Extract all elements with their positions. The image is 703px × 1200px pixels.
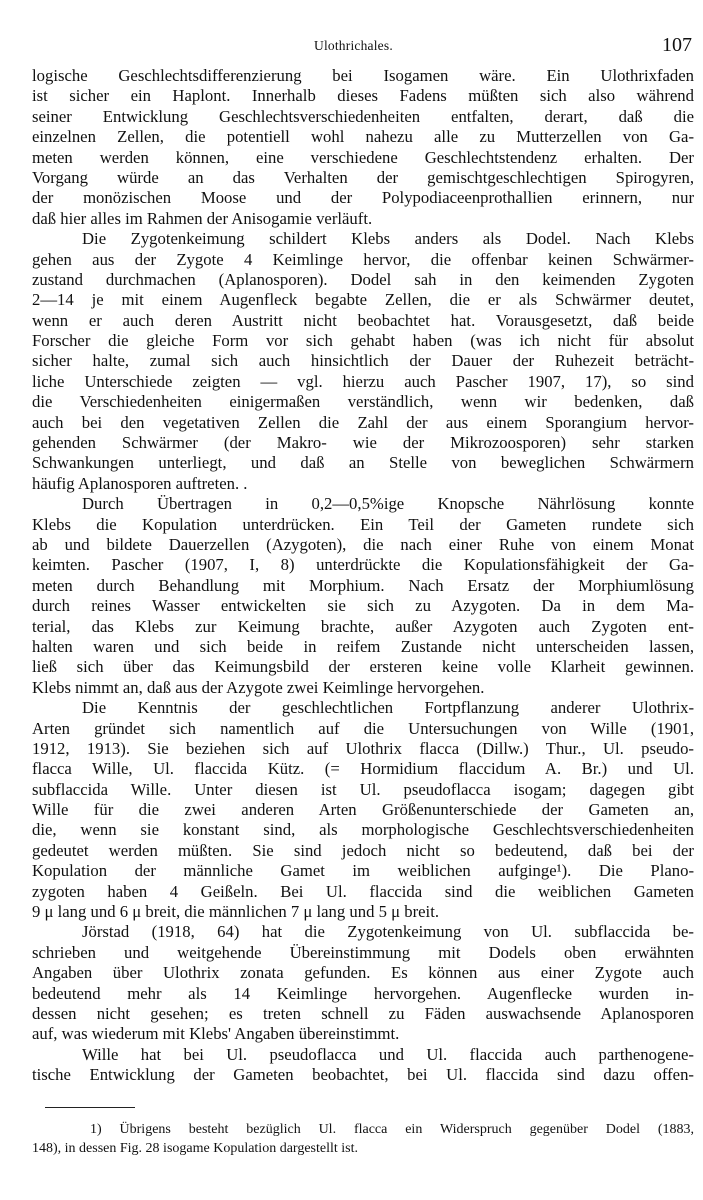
text-line: einzelnen Zellen, die potentiell wohl nahezu alle zu Mutterzellen von Ga- bbox=[32, 127, 694, 147]
text-line: logische Geschlechtsdifferenzierung bei Isogamen wäre. Ein Ulothrixfaden bbox=[32, 66, 694, 85]
text-line: keimten. Pascher (1907, I, 8) unterdrückte die Kopulationsfähigkeit der Ga- bbox=[32, 555, 694, 575]
text-line: Kopulation der männliche Gamet im weiblichen aufginge¹). Die Plano- bbox=[32, 861, 694, 881]
text-line: Vorgang würde an das Verhalten der gemischtgeschlechtigen Spirogyren, bbox=[32, 167, 694, 187]
page-header bbox=[32, 36, 694, 66]
footnote-rule bbox=[45, 1107, 135, 1108]
footnote bbox=[32, 1120, 694, 1158]
text-line: terial, das Klebs zur Keimung brachte, außer Azygoten auch Zygoten ent- bbox=[32, 616, 694, 636]
text-line: zustand durchmachen (Aplanosporen). Dodel sah in den keimenden Zygoten bbox=[32, 269, 694, 289]
page bbox=[32, 36, 694, 1086]
text-line: 2—14 je mit einem Augenfleck begabte Zellen, die er als Schwärmer deutet, bbox=[32, 290, 694, 310]
footnote-line: 1) Übrigens besteht bezüglich Ul. flacca ein Widerspruch gegenüber Dodel (1883, bbox=[90, 1122, 694, 1137]
text-line: Wille hat bei Ul. pseudoflacca und Ul. flaccida auch parthenogene- bbox=[82, 1044, 694, 1064]
text-line: Schwankungen unterliegt, und daß an Stelle von beweglichen Schwärmern bbox=[32, 453, 694, 473]
text-line: meten werden können, eine verschiedene Geschlechtstendenz erhalten. Der bbox=[32, 147, 694, 167]
text-line: Arten gründet sich namentlich auf die Untersuchungen von Wille (1901, bbox=[32, 718, 694, 738]
text-line: Die Kenntnis der geschlechtlichen Fortpflanzung anderer Ulothrix- bbox=[82, 698, 694, 718]
text-line: bedeutend mehr als 14 Keimlinge hervorgehen. Augenflecke wurden in- bbox=[32, 983, 694, 1003]
text-line: Wille für die zwei anderen Arten Größenunterschiede der Gameten an, bbox=[32, 800, 694, 820]
text-line: liche Unterschiede zeigten — vgl. hierzu auch Pascher 1907, 17), so sind bbox=[32, 371, 694, 391]
text-line: ist sicher ein Haplont. Innerhalb dieses Fadens müßten sich also während bbox=[32, 86, 694, 106]
text-line: 9 μ lang und 6 μ breit, die männlichen 7 μ lang und 5 μ breit. bbox=[32, 902, 440, 922]
page-number: 107 bbox=[662, 34, 692, 56]
body-text bbox=[32, 66, 694, 1086]
text-line: Durch Übertragen in 0,2—0,5%ige Knopsche Nährlösung konnte bbox=[82, 494, 694, 514]
running-head: Ulothrichales. bbox=[314, 38, 393, 53]
text-line: Klebs nimmt an, daß aus der Azygote zwei Keimlinge hervorgehen. bbox=[32, 677, 485, 697]
text-line: subflaccida Wille. Unter diesen ist Ul. pseudoflacca isogam; dagegen gibt bbox=[32, 779, 694, 799]
text-line: Jörstad (1918, 64) hat die Zygotenkeimung von Ul. subflaccida be- bbox=[82, 922, 694, 942]
text-line: Forscher die gleiche Form vor sich gehabt haben (was ich nicht für absolut bbox=[32, 331, 694, 351]
text-line: 1912, 1913). Sie beziehen sich auf Ulothrix flacca (Dillw.) Thur., Ul. pseudo- bbox=[32, 738, 694, 758]
text-line: Angaben über Ulothrix zonata gefunden. Es können aus einer Zygote auch bbox=[32, 963, 694, 983]
text-line: sicher halte, zumal sich auch hinsichtlich der Dauer der Ruhezeit beträcht- bbox=[32, 351, 694, 371]
text-line: ab und bildete Dauerzellen (Azygoten), die nach einer Ruhe von einem Monat bbox=[32, 534, 694, 554]
text-line: meten durch Behandlung mit Morphium. Nach Ersatz der Morphiumlösung bbox=[32, 575, 694, 595]
text-line: flacca Wille, Ul. flaccida Kütz. (= Hormidium flaccidum A. Br.) und Ul. bbox=[32, 759, 694, 779]
text-line: gehen aus der Zygote 4 Keimlinge hervor, die offenbar keinen Schwärmer- bbox=[32, 249, 694, 269]
text-line: tische Entwicklung der Gameten beobachtet, bei Ul. flaccida sind dazu offen- bbox=[32, 1065, 694, 1085]
text-line: dessen nicht gesehen; es treten schnell zu Fäden auswachsende Aplanosporen bbox=[32, 1003, 694, 1023]
text-line: daß hier alles im Rahmen der Anisogamie verläuft. bbox=[32, 208, 373, 228]
text-line: gehenden Schwärmer (der Makro- wie der Mikrozoosporen) sehr starken bbox=[32, 433, 694, 453]
text-line: ließ sich über das Keimungsbild der ersteren keine volle Klarheit gewinnen. bbox=[32, 657, 694, 677]
text-line: häufig Aplanosporen auftreten. . bbox=[32, 473, 248, 493]
text-line: schrieben und weitgehende Übereinstimmung mit Dodels oben erwähnten bbox=[32, 942, 694, 962]
text-line: zygoten haben 4 Geißeln. Bei Ul. flaccida sind die weiblichen Gameten bbox=[32, 881, 694, 901]
text-line: seiner Entwicklung Geschlechtsverschiedenheiten entfalten, derart, daß die bbox=[32, 106, 694, 126]
text-line: Klebs die Kopulation unterdrücken. Ein Teil der Gameten rundete sich bbox=[32, 514, 694, 534]
text-line: auch bei den vegetativen Zellen die Zahl der aus einem Sporangium hervor- bbox=[32, 412, 694, 432]
text-line: wenn er auch deren Austritt nicht beobachtet hat. Vorausgesetzt, daß beide bbox=[32, 310, 694, 330]
text-line: halten waren und sich beide in reifem Zustande nicht unterscheiden lassen, bbox=[32, 636, 694, 656]
text-line: gedeutet werden müßten. Sie sind jedoch nicht so bedeutend, daß bei der bbox=[32, 840, 694, 860]
footnote-line: 148), in dessen Fig. 28 isogame Kopulation dargestellt ist. bbox=[32, 1141, 358, 1156]
text-line: die Verschiedenheiten einigermaßen verständlich, wenn wir bedenken, daß bbox=[32, 392, 694, 412]
text-line: die, wenn sie konstant sind, als morphologische Geschlechtsverschiedenheiten bbox=[32, 820, 694, 840]
text-line: der monözischen Moose und der Polypodiaceenprothallien erinnern, nur bbox=[32, 188, 694, 208]
text-line: auf, was wiederum mit Klebs' Angaben übereinstimmt. bbox=[32, 1024, 400, 1044]
text-line: durch reines Wasser entwickelten sie sich zu Azygoten. Da in dem Ma- bbox=[32, 596, 694, 616]
text-line: Die Zygotenkeimung schildert Klebs anders als Dodel. Nach Klebs bbox=[82, 229, 694, 249]
